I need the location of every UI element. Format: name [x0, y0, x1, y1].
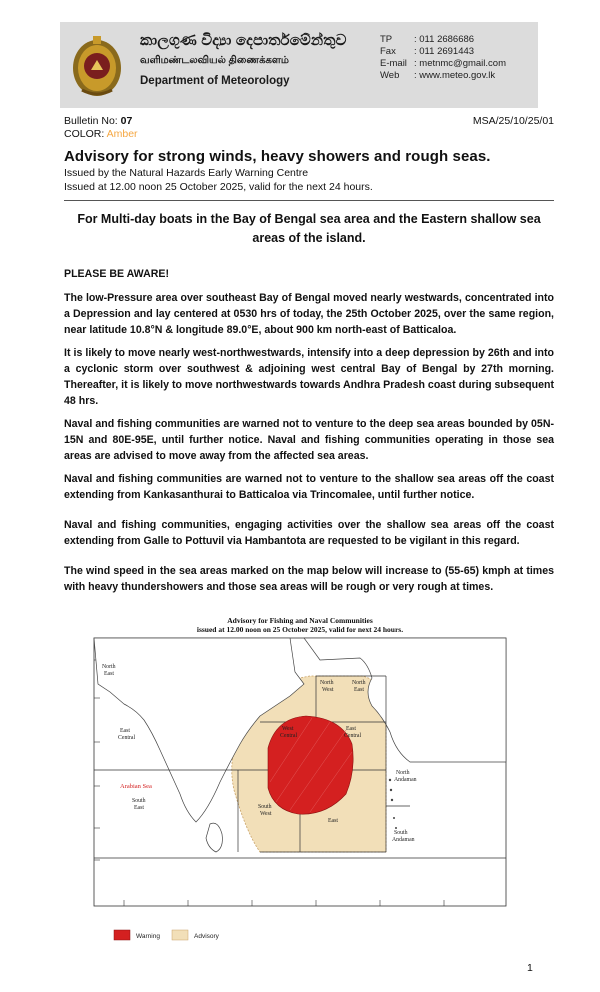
sub-heading: For Multi-day boats in the Bay of Bengal sea area and the Eastern shallow sea areas of the island. [77, 212, 541, 245]
advisory-body [64, 266, 554, 595]
color-label: COLOR: [64, 128, 107, 140]
issued-by: Issued by the Natural Hazards Early Warning Centre [64, 167, 309, 179]
contact-row [380, 46, 506, 58]
contact-label: Web [380, 70, 400, 81]
contact-value: : 011 2691443 [414, 46, 475, 57]
contact-label: Fax [380, 46, 396, 57]
bulletin-number-value: 07 [120, 115, 133, 127]
label-west-central: West Central [280, 726, 298, 739]
org-name-tamil: வளிமண்டலவியல் திணைக்களம் [140, 55, 289, 66]
label-north-east-west-coast: North East [102, 664, 116, 677]
contact-row [380, 34, 506, 46]
label-arabian-sea: Arabian Sea [120, 783, 152, 790]
paragraph-vigilance: Naval and fishing communities, engaging activities over the shallow sea areas off the coast extending from Galle to Pottuvil via Hambantota are requested to be vigilant in this regard. [64, 519, 554, 547]
sri-lanka-emblem-icon [70, 30, 124, 100]
legend-warning-label: Warning [136, 933, 160, 940]
label-north-east: North East [352, 680, 366, 693]
paragraph-depression: The low-Pressure area over southeast Bay of Bengal moved nearly westwards, concentrated into a Depression and lay centered at 0530 hrs of today, the 25th October 2025, over the same region, near latitude 10.8°N & longitude 89.0°E, about 900 km north-east of Batticaloa. [64, 292, 554, 336]
map-title-line2: issued at 12.00 noon on 25 October 2025, valid for next 24 hours. [196, 625, 404, 634]
contact-details [380, 34, 506, 82]
label-east: East [328, 818, 338, 824]
contact-row [380, 70, 506, 82]
bulletin-number-label: Bulletin No: [64, 115, 121, 127]
bulletin-meta [64, 115, 554, 141]
paragraph-shallow-sea-warning: Naval and fishing communities are warned not to venture to the shallow sea areas off the coast extending from Kankasanthurai to Batticaloa via Trincomalee, until further notice. [64, 473, 554, 501]
org-name-english: Department of Meteorology [140, 75, 290, 87]
label-south-east: South East [132, 798, 146, 811]
org-name-sinhala: කාලගුණ විද්‍යා දෙපාර්තමේන්තුව [140, 32, 347, 49]
label-south-andaman: South Andaman [392, 830, 415, 843]
legend-advisory-swatch [172, 930, 188, 940]
legend-advisory-label: Advisory [194, 933, 219, 940]
label-north-andaman: North Andaman [394, 770, 417, 783]
contact-row [380, 58, 506, 70]
contact-value[interactable]: : www.meteo.gov.lk [414, 70, 496, 81]
paragraph-wind-speed: The wind speed in the sea areas marked on the map below will increase to (55-65) kmph at times with heavy thundershowers and those sea areas will be rough or very rough at times. [64, 565, 554, 593]
label-east-central-bay: East Central [344, 726, 362, 739]
color-value: Amber [106, 128, 138, 140]
issued-at: Issued at 12.00 noon 25 October 2025, valid for the next 24 hours. [64, 181, 373, 193]
issued-info [64, 166, 373, 194]
contact-value[interactable]: : metnmc@gmail.com [414, 58, 506, 69]
legend-warning-swatch [114, 930, 130, 940]
header-banner [60, 22, 538, 108]
bulletin-reference: MSA/25/10/25/01 [472, 115, 554, 127]
divider [64, 200, 554, 201]
label-east-central: East Central [118, 728, 136, 741]
page-number: 1 [527, 962, 533, 974]
warning-area [268, 716, 353, 814]
map-title-line1: Advisory for Fishing and Naval Communities [227, 616, 373, 625]
organisation-names [140, 32, 347, 87]
please-be-aware: PLEASE BE AWARE! [64, 268, 169, 280]
contact-label: TP [380, 34, 393, 45]
advisory-map [90, 612, 510, 948]
paragraph-forecast: It is likely to move nearly west-northwestwards, intensify into a deep depression by 26th and into a cyclonic storm over southwest & adjoining west central Bay of Bengal by 27th morning. Thereafter, it is likely to move northwestwards towards Andhra Pradesh coast during subsequent 48 hrs. [64, 347, 554, 407]
label-north-west: North West [320, 680, 334, 693]
bulletin-color [64, 128, 554, 141]
paragraph-deep-sea-warning: Naval and fishing communities are warned not to venture to the deep sea areas bounded by 05N-15N and 80E-95E, until further notice. Naval and fishing communities operating in those sea areas are advised to move away from the affected sea areas. [64, 418, 554, 462]
contact-label: E-mail [380, 58, 407, 69]
map-graphic [90, 612, 510, 948]
advisory-title: Advisory for strong winds, heavy showers and rough seas. [64, 148, 491, 165]
contact-value: : 011 2686686 [414, 34, 475, 45]
label-south-west: South West [258, 804, 272, 817]
